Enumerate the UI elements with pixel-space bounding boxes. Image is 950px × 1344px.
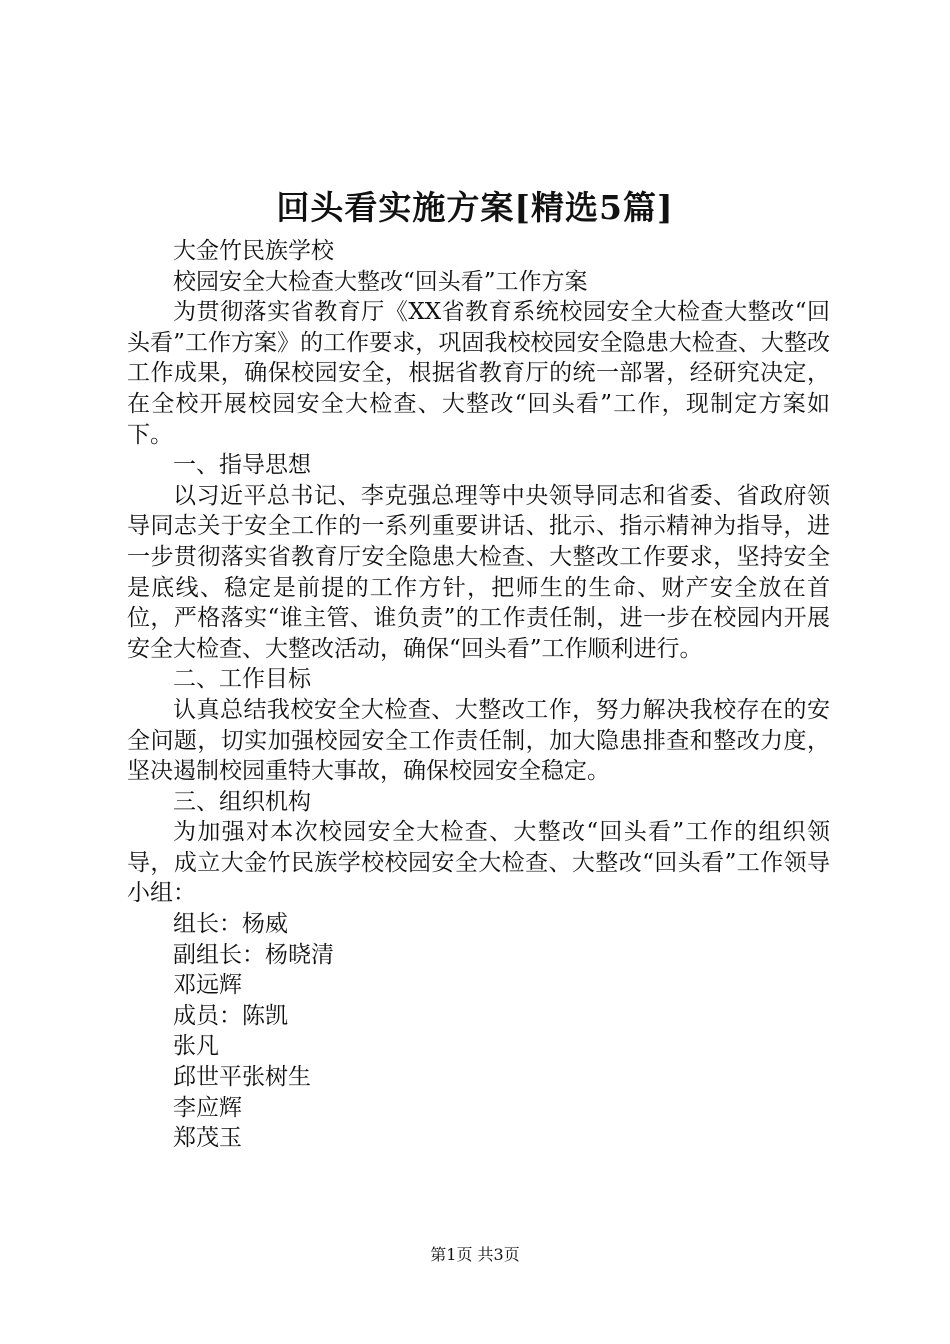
member-line: 李应辉 bbox=[173, 1094, 242, 1121]
school-name: 大金竹民族学校 bbox=[173, 238, 334, 264]
section-heading-organization: 三、组织机构 bbox=[173, 788, 311, 815]
member-line: 邓远辉 bbox=[173, 972, 242, 999]
member-line: 成员：陈凯 bbox=[173, 1002, 288, 1029]
member-line: 副组长：杨晓清 bbox=[173, 941, 334, 968]
plan-subtitle: 校园安全大检查大整改“回头看”工作方案 bbox=[173, 268, 588, 295]
guiding-ideology-paragraph: 以习近平总书记、李克强总理等中央领导同志和省委、省政府领导同志关于安全工作的一系列重要讲话、批示、指示精神为指导，进一步贯彻落实省教育厅安全隐患大检查、大整改工作要求，坚持安全是底线、稳定是前提的工作方针，把师生的生命、财产安全放在首位，严格落实“谁主管、谁负责”的工作责任制，进一步在校园内开展安全大检查、大整改活动，确保“回头看”工作顺利进行。 bbox=[127, 482, 830, 662]
member-line: 组长：杨威 bbox=[173, 911, 288, 938]
document-title: 回头看实施方案[精选5篇] bbox=[276, 188, 674, 227]
section-heading-guiding-ideology: 一、指导思想 bbox=[173, 452, 311, 479]
page-number-footer: 第1页 共3页 bbox=[430, 1245, 520, 1264]
member-line: 郑茂玉 bbox=[173, 1125, 242, 1152]
member-line: 张凡 bbox=[173, 1033, 219, 1060]
organization-paragraph: 为加强对本次校园安全大检查、大整改“回头看”工作的组织领导，成立大金竹民族学校校园安全大检查、大整改“回头看”工作领导小组： bbox=[127, 819, 830, 907]
member-line: 邱世平张树生 bbox=[173, 1064, 311, 1091]
document-body bbox=[127, 236, 830, 1154]
work-goals-paragraph: 认真总结我校安全大检查、大整改工作，努力解决我校存在的安全问题，切实加强校园安全工作责任制，加大隐患排查和整改力度，坚决遏制校园重特大事故，确保校园安全稳定。 bbox=[127, 696, 830, 785]
section-heading-work-goals: 二、工作目标 bbox=[173, 666, 311, 693]
intro-paragraph: 为贯彻落实省教育厅《XX省教育系统校园安全大检查大整改“回头看”工作方案》的工作要求，巩固我校校园安全隐患大检查、大整改工作成果，确保校园安全，根据省教育厅的统一部署，经研究决定，在全校开展校园安全大检查、大整改“回头看”工作，现制定方案如下。 bbox=[127, 299, 830, 448]
